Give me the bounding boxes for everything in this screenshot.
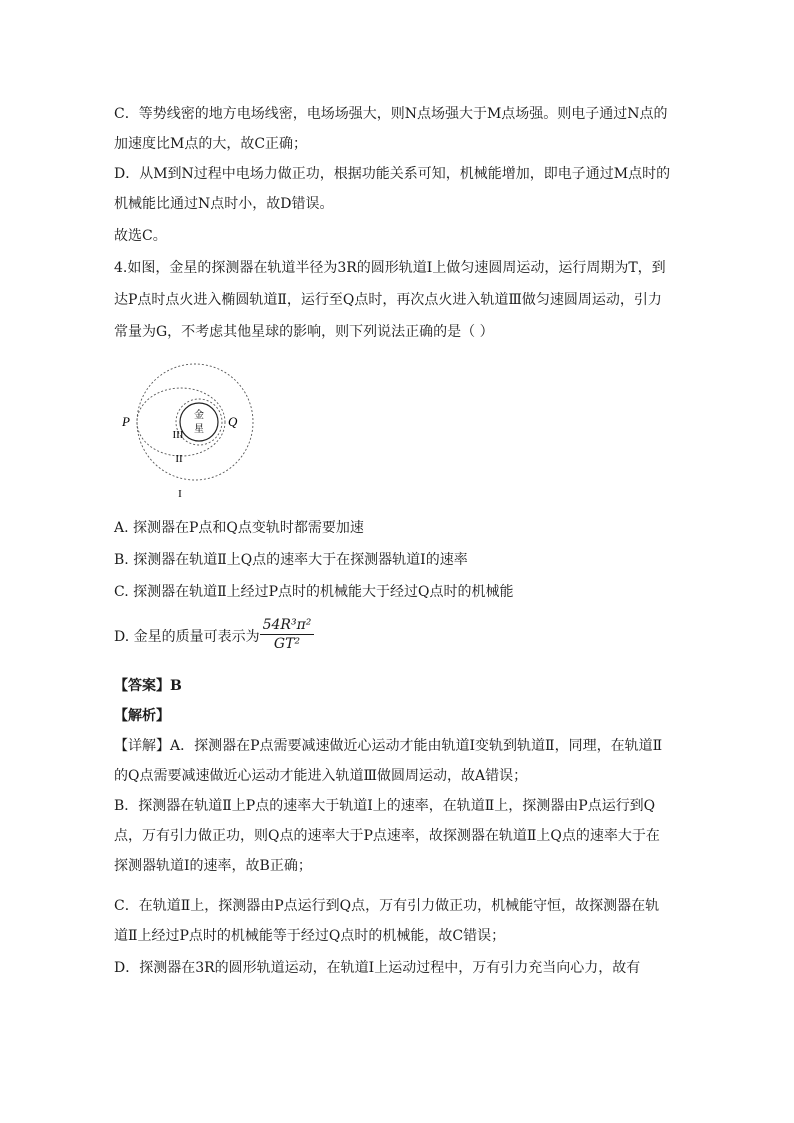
- point-p-label: P: [122, 414, 130, 429]
- text-line: D．从M到N过程中电场力做正功，根据功能关系可知，机械能增加，即电子通过M点时的: [114, 166, 671, 182]
- point-q-label: Q: [228, 414, 238, 429]
- explanation-line: 道Ⅱ上经过P点时的机械能等于经过Q点时的机械能，故C错误；: [114, 928, 506, 944]
- planet-label: 金: [194, 410, 204, 421]
- formula-numerator: 54R³π²: [262, 617, 312, 633]
- text-line: 故选C。: [114, 228, 167, 244]
- text-line: 机械能比通过N点时小，故D错误。: [114, 196, 334, 212]
- mass-formula: [260, 617, 314, 652]
- analysis-label: 【解析】: [114, 708, 170, 724]
- question-stem: 4.如图，金星的探测器在轨道半径为3R的圆形轨道Ⅰ上做匀速圆周运动，运行周期为T，到: [114, 260, 666, 276]
- orbit-three-label: III: [172, 429, 184, 441]
- explanation-line: D．探测器在3R的圆形轨道运动，在轨道Ⅰ上运动过程中，万有引力充当向心力，故有: [114, 960, 641, 976]
- planet-label: 星: [194, 424, 204, 435]
- venus-planet: [180, 403, 218, 441]
- explanation-line: B．探测器在轨道Ⅱ上P点的速率大于轨道Ⅰ上的速率，在轨道Ⅱ上，探测器由P点运行到Q: [114, 798, 656, 814]
- fraction-bar: [260, 634, 314, 635]
- question-stem: 达P点时点火进入椭圆轨道Ⅱ，运行至Q点时，再次点火进入轨道Ⅲ做匀速圆周运动，引力: [114, 292, 662, 308]
- option-a: A. 探测器在P点和Q点变轨时都需要加速: [114, 520, 364, 536]
- option-d: D. 金星的质量可表示为: [114, 629, 260, 645]
- explanation-line: 探测器轨道Ⅰ的速率，故B正确；: [114, 858, 312, 874]
- text-line: C．等势线密的地方电场线密，电场场强大，则N点场强大于M点场强。则电子通过N点的: [114, 106, 668, 122]
- answer-label: 【答案】B: [114, 678, 182, 694]
- explanation-line: 【详解】A．探测器在P点需要减速做近心运动才能由轨道Ⅰ变轨到轨道Ⅱ，同理，在轨道Ⅱ: [114, 738, 663, 754]
- orbit-diagram: [110, 356, 260, 506]
- formula-denominator: GT²: [273, 636, 301, 652]
- orbit-one-label: I: [178, 488, 182, 500]
- explanation-line: 点，万有引力做正功，则Q点的速率大于P点速率，故探测器在轨道Ⅱ上Q点的速率大于在: [114, 828, 660, 844]
- explanation-line: C．在轨道Ⅱ上，探测器由P点运行到Q点，万有引力做正功，机械能守恒，故探测器在轨: [114, 898, 660, 914]
- question-stem: 常量为G，不考虑其他星球的影响，则下列说法正确的是（ ）: [114, 324, 494, 340]
- orbit-two-label: II: [175, 453, 183, 465]
- option-b: B. 探测器在轨道Ⅱ上Q点的速率大于在探测器轨道Ⅰ的速率: [114, 552, 468, 568]
- text-line: 加速度比M点的大，故C正确；: [114, 136, 308, 152]
- explanation-line: 的Q点需要减速做近心运动才能进入轨道Ⅲ做圆周运动，故A错误；: [114, 768, 528, 784]
- option-c: C. 探测器在轨道Ⅱ上经过P点时的机械能大于经过Q点时的机械能: [114, 584, 514, 600]
